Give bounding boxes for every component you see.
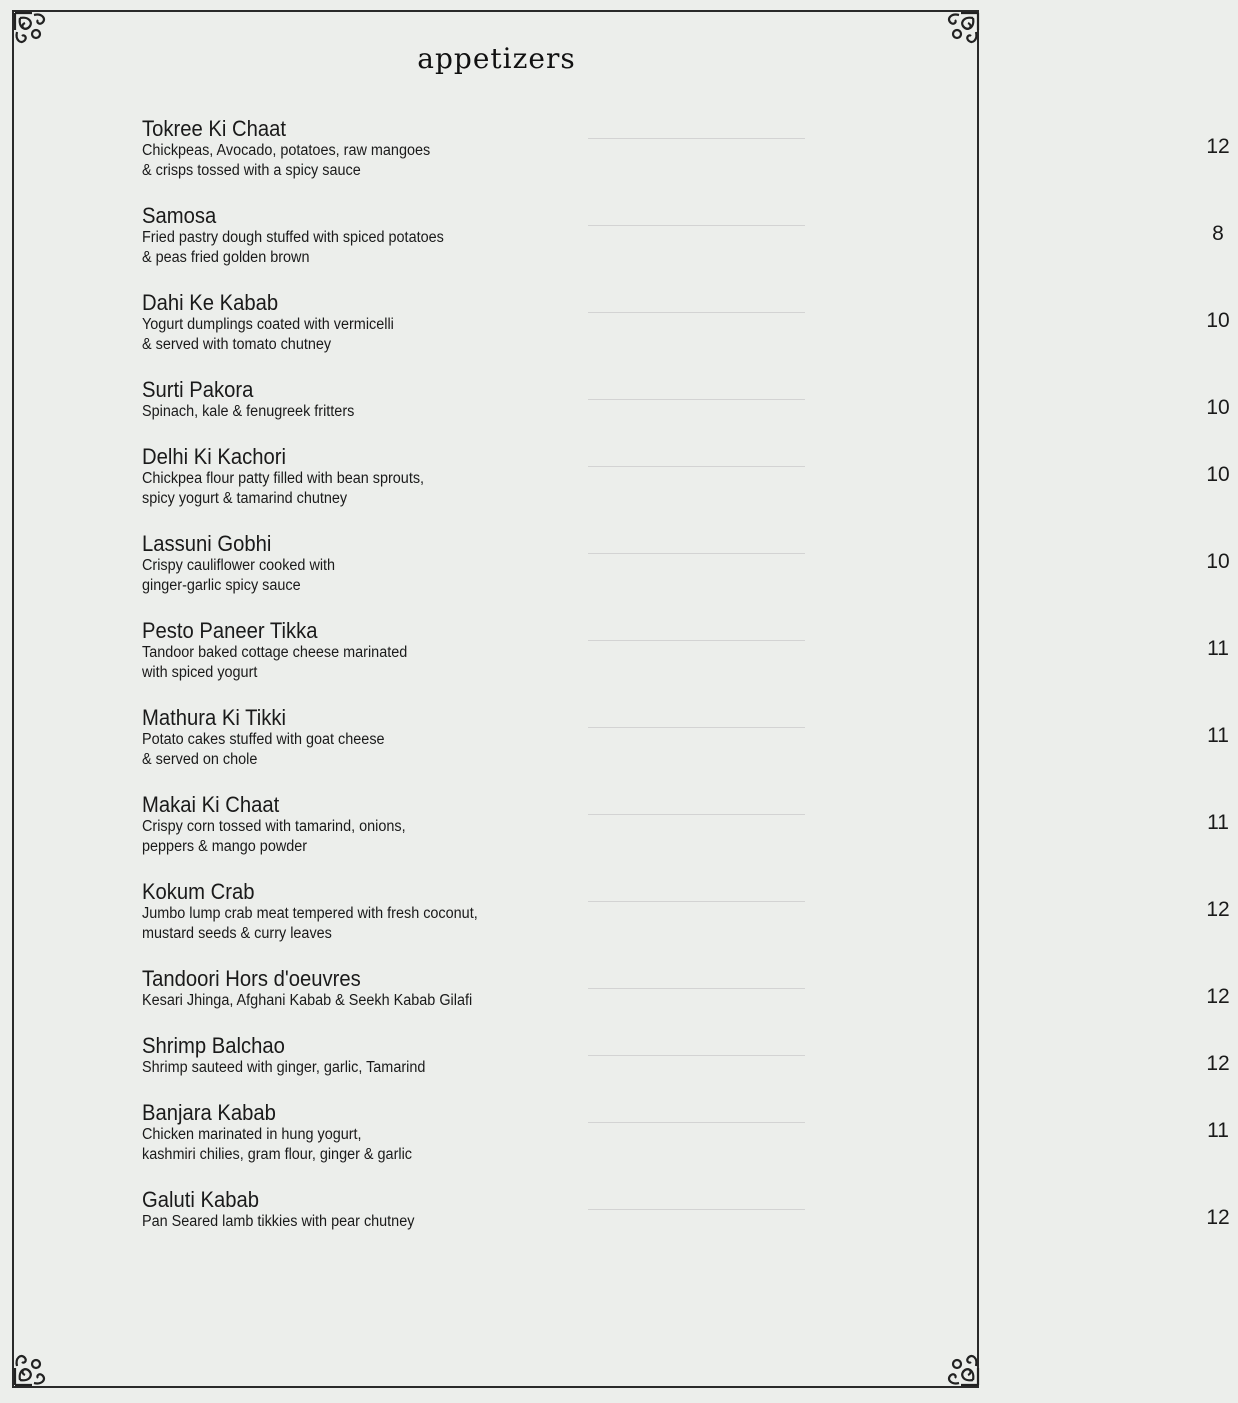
price-rule (588, 550, 1230, 573)
menu-item-description: Chickpeas, Avocado, potatoes, raw mangoes & crisps tossed with a spicy sauce (142, 142, 431, 179)
menu-item-name: Delhi Ki Kachori (142, 444, 286, 469)
menu-item-description: Chicken marinated in hung yogurt, kashmiri chilies, gram flour, ginger & garlic (142, 1126, 412, 1163)
menu-item-description: Crispy cauliflower cooked with ginger-garlic spicy sauce (142, 557, 336, 594)
menu-item-description: Chickpea flour patty filled with bean sprouts, spicy yogurt & tamarind chutney (142, 470, 425, 507)
menu-item-name: Samosa (142, 203, 217, 228)
menu-item-description: Shrimp sauteed with ginger, garlic, Tamarind (142, 1059, 426, 1076)
price-rule (588, 637, 1229, 660)
menu-item-price: 10 (1206, 550, 1230, 573)
menu-item-name: Dahi Ke Kabab (142, 290, 279, 315)
menu-item-name: Shrimp Balchao (142, 1033, 285, 1058)
menu-item-price: 11 (1207, 1119, 1229, 1142)
menu-item-name: Mathura Ki Tikki (142, 705, 286, 730)
menu-item-price: 11 (1207, 637, 1229, 660)
menu-item-name: Galuti Kabab (142, 1187, 260, 1212)
ornament-corner-icon (12, 1348, 52, 1388)
price-rule (588, 1206, 1230, 1229)
menu-item-price: 12 (1206, 985, 1230, 1008)
menu-item-price: 10 (1206, 463, 1230, 486)
menu-item-description: Crispy corn tossed with tamarind, onions, peppers & mango powder (142, 818, 406, 855)
price-rule (588, 396, 1230, 419)
menu-item-description: Spinach, kale & fenugreek fritters (142, 403, 355, 420)
menu-item-name: Tandoori Hors d'oeuvres (142, 966, 361, 991)
price-rule (588, 1052, 1230, 1075)
price-rule (588, 309, 1230, 332)
menu-item-description: Tandoor baked cottage cheese marinated with spiced yogurt (142, 644, 408, 681)
menu-item-description: Jumbo lump crab meat tempered with fresh coconut, mustard seeds & curry leaves (142, 905, 478, 942)
menu-item-description: Yogurt dumplings coated with vermicelli & served with tomato chutney (142, 316, 394, 353)
price-rule (588, 1119, 1229, 1142)
menu-item-name: Pesto Paneer Tikka (142, 618, 318, 643)
menu-item-price: 10 (1206, 396, 1230, 419)
price-rule (588, 985, 1230, 1008)
ornament-corner-icon (941, 1348, 981, 1388)
menu-item-description: Pan Seared lamb tikkies with pear chutney (142, 1213, 415, 1230)
menu-item-description: Kesari Jhinga, Afghani Kabab & Seekh Kabab Gilafi (142, 992, 473, 1009)
page-title: appetizers (417, 42, 576, 75)
menu-item-price: 12 (1206, 1206, 1230, 1229)
price-rule (588, 811, 1229, 834)
price-rule (588, 724, 1229, 747)
menu-item-description: Potato cakes stuffed with goat cheese & served on chole (142, 731, 385, 768)
price-rule (588, 463, 1230, 486)
menu-item-price: 10 (1206, 309, 1230, 332)
menu-item-name: Tokree Ki Chaat (142, 116, 287, 141)
menu-item-name: Lassuni Gobhi (142, 531, 272, 556)
menu-item-description: Fried pastry dough stuffed with spiced potatoes & peas fried golden brown (142, 229, 444, 266)
menu-item-price: 12 (1206, 898, 1230, 921)
menu-item-price: 8 (1212, 222, 1224, 245)
menu-item-price: 11 (1207, 724, 1229, 747)
menu-item-name: Surti Pakora (142, 377, 254, 402)
price-rule (588, 222, 1224, 245)
menu-item-name: Makai Ki Chaat (142, 792, 280, 817)
menu-item-price: 11 (1207, 811, 1229, 834)
menu-item-name: Kokum Crab (142, 879, 255, 904)
price-rule (588, 898, 1230, 921)
menu-item-price: 12 (1206, 1052, 1230, 1075)
menu-item-name: Banjara Kabab (142, 1100, 276, 1125)
menu-item-price: 12 (1206, 135, 1230, 158)
price-rule (588, 135, 1230, 158)
